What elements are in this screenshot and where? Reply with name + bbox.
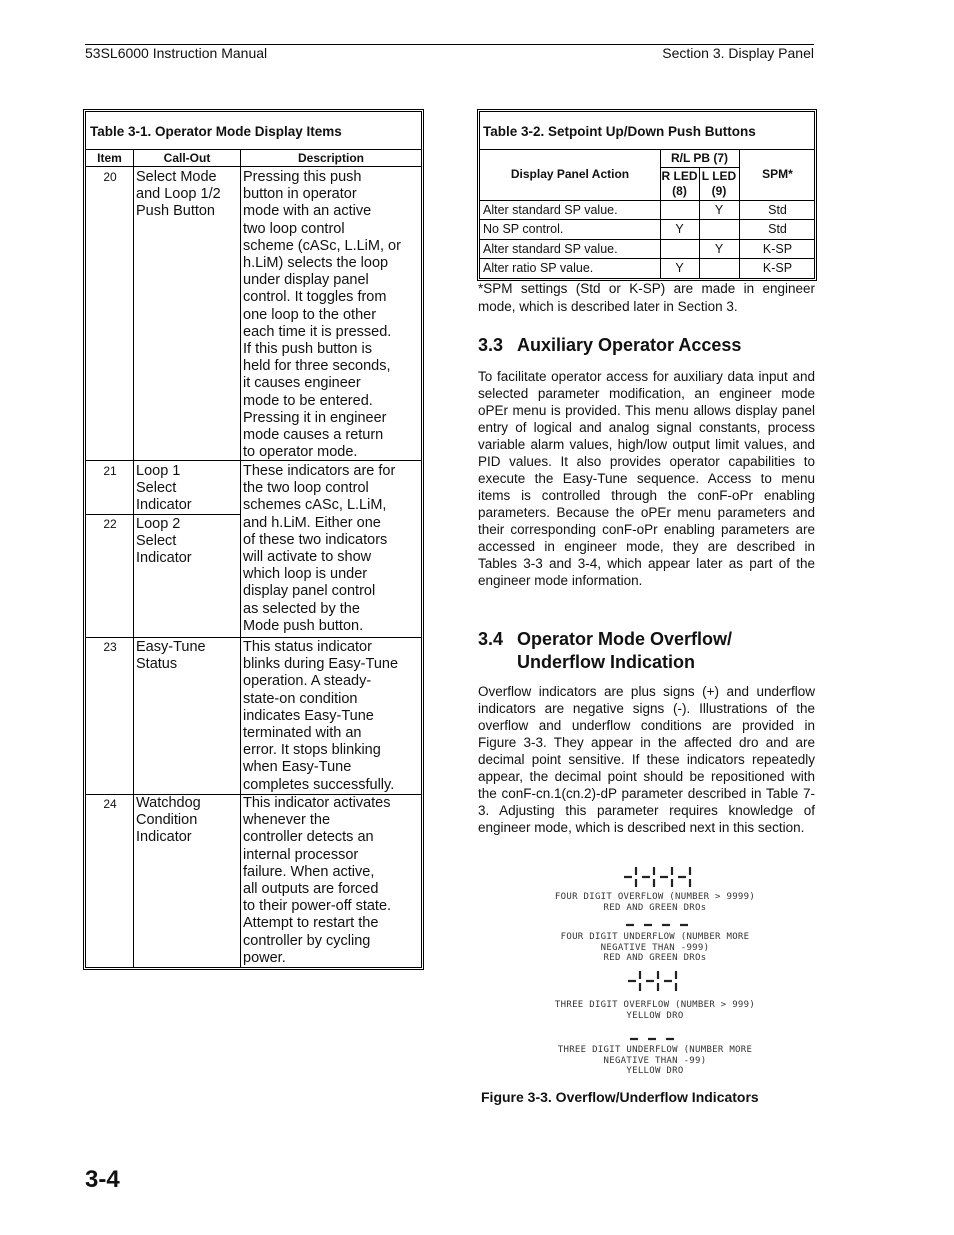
figure-overflow-underflow <box>540 860 770 1080</box>
section-title-line1: Operator Mode Overflow/ <box>517 629 733 649</box>
table1-description: This status indicator blinks during Easy-Tune operation. A steady- state-on condition indicates Easy-Tune terminated with an error. It stops blinking when Easy-Tune completes successfully. <box>243 639 399 793</box>
table1-title: Table 3-1. Operator Mode Display Items <box>90 124 342 139</box>
table2-row-divider <box>480 239 814 240</box>
table1-callout: Loop 2 Select Indicator <box>136 516 192 567</box>
table2-col-spm: SPM* <box>762 167 793 181</box>
table-setpoint-push-buttons <box>479 111 815 279</box>
table2-footnote: *SPM settings (Std or K-SP) are made in engineer mode, which is described later in Section 3. <box>478 281 815 314</box>
table2-header-rule <box>480 200 814 201</box>
table2-col-action: Display Panel Action <box>510 167 630 181</box>
section-3-4-heading <box>478 628 732 674</box>
table2-title: Table 3-2. Setpoint Up/Down Push Buttons <box>483 124 756 139</box>
table2-row-divider <box>480 258 814 259</box>
section-number: 3.4 <box>478 629 504 649</box>
table2-spm: K-SP <box>762 242 793 256</box>
four-digit-overflow-symbol <box>622 864 694 890</box>
table1-header-rule <box>86 149 421 150</box>
table2-col-rl-pb: R/L PB (7) <box>670 151 729 165</box>
header-section-title: Section 3. Display Panel <box>662 45 814 61</box>
three-digit-overflow-symbol <box>626 968 682 994</box>
figure-label: FOUR DIGIT OVERFLOW (NUMBER > 9999) RED AND GREEN DROs <box>554 892 756 913</box>
figure-label: THREE DIGIT OVERFLOW (NUMBER > 999) YELLOW DRO <box>554 1000 756 1021</box>
table1-col-divider <box>240 149 241 967</box>
table2-spm: Std <box>768 222 787 236</box>
section-title: Auxiliary Operator Access <box>517 335 742 355</box>
table1-item-number: 22 <box>103 517 117 531</box>
table1-item-number: 23 <box>103 640 117 654</box>
table1-callout: Loop 1 Select Indicator <box>136 463 192 514</box>
table-operator-mode-display-items <box>85 111 422 968</box>
table2-subheader-rule <box>660 167 739 168</box>
section-title-line2: Underflow Indication <box>517 652 695 672</box>
table1-description: This indicator activates whenever the controller detects an internal processor failure. When active, all outputs are forced to their power-off state. Attempt to restart the controller by cycling power. <box>243 795 392 966</box>
header-manual-title: 53SL6000 Instruction Manual <box>85 45 268 61</box>
four-digit-underflow-symbol <box>622 920 694 930</box>
table1-description: These indicators are for the two loop control schemes cASc, L.LiM, and h.LiM. Either one of these two indicators will activate to show which loop is under display panel control as selected by the Mode push button. <box>243 463 396 634</box>
table1-row-divider <box>86 637 421 638</box>
table2-action: Alter standard SP value. <box>483 242 618 256</box>
table2-title-rule <box>480 149 814 150</box>
table2-col-l-led: L LED (9) <box>701 169 737 198</box>
table2-l-led: Y <box>714 203 724 217</box>
table1-col-description: Description <box>297 151 364 165</box>
figure-caption: Figure 3-3. Overflow/Underflow Indicators <box>481 1089 759 1105</box>
table1-item-number: 21 <box>103 464 117 478</box>
table2-action: Alter standard SP value. <box>483 203 618 217</box>
table2-r-led: Y <box>675 222 684 236</box>
table2-spm: K-SP <box>762 261 793 275</box>
table1-header-rule-bottom <box>86 166 421 167</box>
table1-callout: Select Mode and Loop 1/2 Push Button <box>136 169 221 220</box>
table2-l-led: Y <box>714 242 724 256</box>
table2-spm: Std <box>768 203 787 217</box>
figure-label: FOUR DIGIT UNDERFLOW (NUMBER MORE NEGATIVE THAN -999) RED AND GREEN DROs <box>560 932 750 963</box>
three-digit-underflow-symbol <box>626 1034 682 1044</box>
table1-item-number: 24 <box>103 797 117 811</box>
table1-col-item: Item <box>97 151 122 165</box>
table2-col-r-led: R LED (8) <box>661 169 698 198</box>
table1-col-callout: Call-Out <box>163 151 211 165</box>
table2-r-led: Y <box>675 261 684 275</box>
table2-action: Alter ratio SP value. <box>483 261 594 275</box>
section-3-4-body: Overflow indicators are plus signs (+) and underflow indicators are negative signs (-). Illustrations of the overflow and underflow conditions are provided in Figure 3-3. They appear in the affected dro and are decimal point sensitive. If these indicators repeatedly appear, the decimal point should be repositioned with the conF-cn.1(cn.2)-dP parameter described in Table 7-3. Adjusting this parameter requires knowledge of engineer mode, which is described next in this section. <box>478 684 815 835</box>
section-3-3-heading <box>478 335 741 356</box>
section-number: 3.3 <box>478 335 504 355</box>
page-number: 3-4 <box>85 1166 120 1193</box>
figure-label: THREE DIGIT UNDERFLOW (NUMBER MORE NEGATIVE THAN -99) YELLOW DRO <box>557 1045 753 1076</box>
table1-callout: Watchdog Condition Indicator <box>136 795 201 846</box>
table1-row-divider <box>86 514 133 515</box>
table1-item-number: 20 <box>103 170 117 184</box>
section-3-3-body: To facilitate operator access for auxiliary data input and selected parameter modification, an engineer mode oPEr menu is provided. This menu allows display panel entry of logical and analog signal constants, process variable alarm values, high/low output limit values, and PID values. It also provides operator capabilities to execute the Easy-Tune sequence. Access to menu items is controlled through the conF-oPr enabling parameters. Because the oPEr menu parameters and their corresponding conF-oPr enabling parameters are accessed in engineer mode, they are described in Tables 3-3 and 3-4, which appear later as part of the engineer mode information. <box>478 369 815 588</box>
table2-action: No SP control. <box>483 222 564 236</box>
table2-row-divider <box>480 219 814 220</box>
table1-description: Pressing this push button in operator mode with an active two loop control scheme (cASc, L.LiM, or h.LiM) selects the loop under display panel control. It toggles from one loop to the other each time it is pressed. If this push button is held for three seconds, it causes engineer mode to be entered. Pressing it in engineer mode causes a return to operator mode. <box>243 169 401 461</box>
table1-callout: Easy-Tune Status <box>136 639 206 673</box>
table1-col-divider <box>133 149 134 967</box>
